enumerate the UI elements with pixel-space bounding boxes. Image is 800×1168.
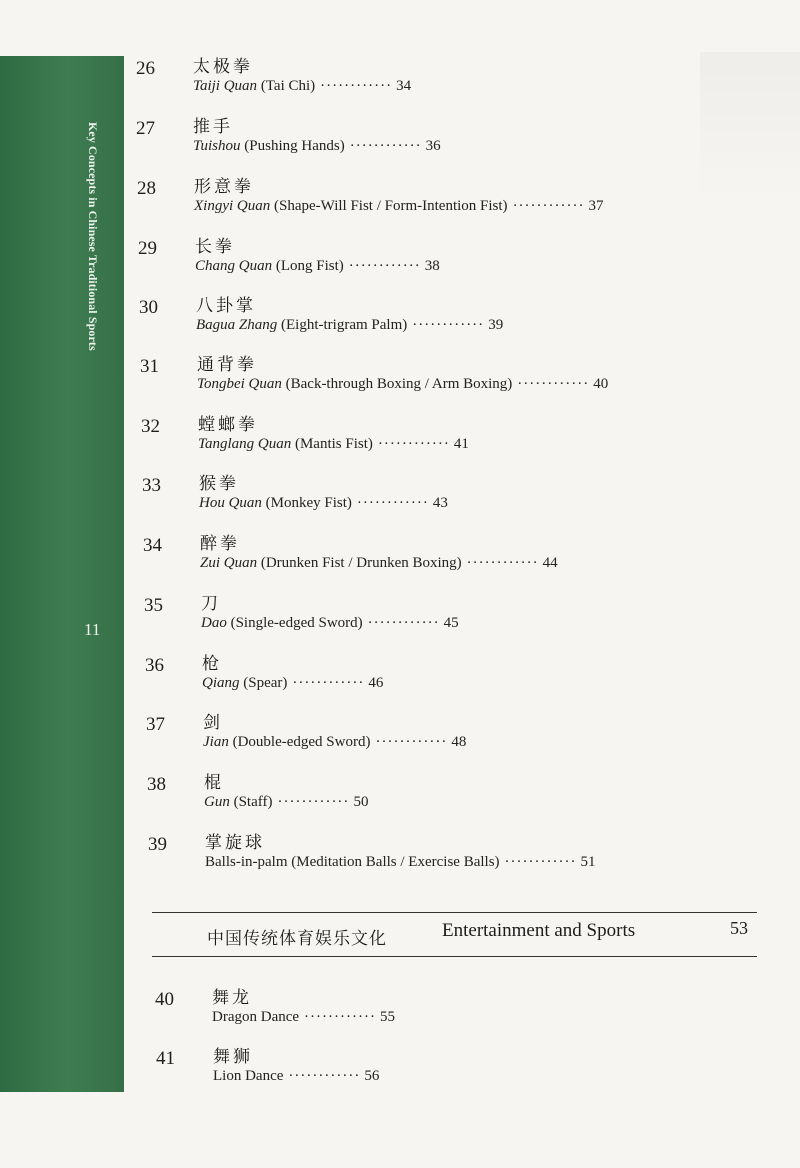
- entry-english-line: [193, 138, 441, 155]
- entry-number: 32: [141, 416, 160, 437]
- leader-dots: ············: [512, 198, 585, 214]
- entry-translation: (Staff): [229, 794, 273, 810]
- entry-romanization: Hou Quan: [199, 495, 262, 511]
- entry-page: 48: [451, 734, 467, 750]
- entry-translation: Dragon Dance: [212, 1009, 300, 1025]
- entry-number: 30: [139, 297, 158, 318]
- entry-english-line: [205, 854, 595, 871]
- leader-dots: ············: [375, 734, 448, 750]
- section-english-title[interactable]: Entertainment and Sports: [442, 920, 636, 941]
- entry-chinese-title: 八卦掌: [196, 296, 256, 316]
- sidebar-tab: [0, 56, 124, 1092]
- entry-page: 45: [443, 615, 459, 631]
- entry-translation: (Back-through Boxing / Arm Boxing): [281, 376, 513, 392]
- entry-number: 37: [146, 714, 165, 735]
- entry-number: 40: [155, 989, 174, 1010]
- entry-romanization: Qiang: [202, 675, 240, 691]
- entry-page: 34: [396, 78, 412, 94]
- entry-chinese-title: 剑: [203, 713, 223, 733]
- entry-number: 39: [148, 834, 167, 855]
- entry-english-line: [203, 734, 466, 751]
- leader-dots: ············: [320, 78, 393, 94]
- entry-number: 36: [145, 655, 164, 676]
- entry-romanization: Bagua Zhang: [196, 317, 278, 333]
- entry-translation: Lion Dance: [213, 1068, 284, 1084]
- section-rule-bottom: [152, 956, 757, 957]
- entry-romanization: Taiji Quan: [193, 78, 258, 94]
- page-number: 11: [84, 620, 101, 639]
- section-chinese-title: 中国传统体育娱乐文化: [207, 929, 387, 949]
- entry-romanization: Tanglang Quan: [198, 436, 292, 452]
- entry-number: 33: [142, 475, 161, 496]
- entry-page: 36: [425, 138, 441, 154]
- entry-english-line: [195, 258, 440, 275]
- entry-page: 40: [593, 376, 609, 392]
- entry-english-line: [197, 376, 608, 393]
- entry-chinese-title: 枪: [202, 654, 222, 674]
- leader-dots: ············: [367, 615, 440, 631]
- entry-english-line: [200, 555, 558, 572]
- entry-chinese-title: 醉拳: [200, 534, 240, 554]
- entry-number: 27: [136, 118, 155, 139]
- entry-romanization: Chang Quan: [195, 258, 273, 274]
- entry-romanization: Tuishou: [193, 138, 241, 154]
- section-rule-top: [152, 912, 757, 913]
- entry-chinese-title: 螳螂拳: [198, 415, 258, 435]
- entry-translation: (Long Fist): [272, 258, 344, 274]
- sidebar-book-title: Key Concepts in Chinese Traditional Sports: [86, 122, 100, 351]
- entry-number: 31: [140, 356, 159, 377]
- entry-page: 39: [488, 317, 504, 333]
- leader-dots: ············: [292, 675, 365, 691]
- entry-chinese-title: 太极拳: [193, 57, 253, 77]
- entry-translation: (Drunken Fist / Drunken Boxing): [257, 555, 462, 571]
- entry-translation: (Tai Chi): [257, 78, 316, 94]
- entry-page: 37: [588, 198, 604, 214]
- entry-chinese-title: 掌旋球: [205, 833, 265, 853]
- entry-english-line: [194, 198, 604, 215]
- leader-dots: ············: [504, 854, 577, 870]
- entry-english-line: [198, 436, 469, 453]
- entry-chinese-title: 推手: [193, 117, 233, 137]
- entry-chinese-title: 长拳: [195, 237, 235, 257]
- entry-chinese-title: 舞龙: [212, 988, 252, 1008]
- leader-dots: ············: [348, 258, 421, 274]
- entry-chinese-title: 舞狮: [213, 1047, 253, 1067]
- leader-dots: ············: [412, 317, 485, 333]
- entry-english-line: [212, 1009, 395, 1026]
- bleed-through-shadow: [700, 52, 800, 202]
- entry-page: 51: [580, 854, 596, 870]
- entry-english-line: [193, 78, 411, 95]
- entry-chinese-title: 形意拳: [194, 177, 254, 197]
- entry-romanization: Xingyi Quan: [194, 198, 271, 214]
- entry-number: 38: [147, 774, 166, 795]
- entry-page: 55: [380, 1009, 395, 1025]
- entry-page: 46: [368, 675, 384, 691]
- leader-dots: ············: [277, 794, 350, 810]
- leader-dots: ············: [356, 495, 429, 511]
- entry-english-line: [204, 794, 368, 811]
- entry-english-line: [202, 675, 383, 692]
- leader-dots: ············: [377, 436, 450, 452]
- entry-page: 43: [432, 495, 448, 511]
- entry-english-line: [213, 1068, 379, 1085]
- entry-number: 29: [138, 238, 157, 259]
- leader-dots: ············: [288, 1068, 361, 1084]
- entry-number: 41: [156, 1048, 175, 1069]
- entry-translation: (Monkey Fist): [261, 495, 352, 511]
- entry-translation: (Double-edged Sword): [228, 734, 371, 750]
- entry-translation: (Shape-Will Fist / Form-Intention Fist): [270, 198, 508, 214]
- leader-dots: ············: [349, 138, 422, 154]
- entry-chinese-title: 通背拳: [197, 355, 257, 375]
- entry-translation: (Pushing Hands): [240, 138, 345, 154]
- entry-translation: (Spear): [239, 675, 288, 691]
- entry-english-line: [201, 615, 459, 632]
- entry-english-line: [196, 317, 503, 334]
- entry-translation: Balls-in-palm (Meditation Balls / Exercise Balls): [205, 854, 500, 870]
- entry-romanization: Tongbei Quan: [197, 376, 282, 392]
- entry-translation: (Eight-trigram Palm): [277, 317, 408, 333]
- entry-number: 26: [136, 58, 155, 79]
- entry-translation: (Single-edged Sword): [226, 615, 363, 631]
- entry-chinese-title: 棍: [204, 773, 224, 793]
- entry-number: 34: [143, 535, 162, 556]
- section-page-number: 53: [730, 918, 748, 938]
- entry-romanization: Dao: [201, 615, 227, 631]
- leader-dots: ············: [466, 555, 539, 571]
- entry-page: 56: [364, 1068, 380, 1084]
- entry-number: 35: [144, 595, 163, 616]
- entry-romanization: Zui Quan: [200, 555, 258, 571]
- leader-dots: ············: [304, 1009, 376, 1025]
- leader-dots: ············: [517, 376, 590, 392]
- entry-page: 50: [353, 794, 369, 810]
- entry-english-line: [199, 495, 448, 512]
- entry-page: 41: [453, 436, 469, 452]
- entry-number: 28: [137, 178, 156, 199]
- entry-chinese-title: 刀: [201, 594, 221, 614]
- entry-romanization: Gun: [204, 794, 230, 810]
- entry-page: 38: [424, 258, 440, 274]
- entry-romanization: Jian: [203, 734, 229, 750]
- entry-translation: (Mantis Fist): [291, 436, 373, 452]
- entry-chinese-title: 猴拳: [199, 474, 239, 494]
- entry-page: 44: [542, 555, 558, 571]
